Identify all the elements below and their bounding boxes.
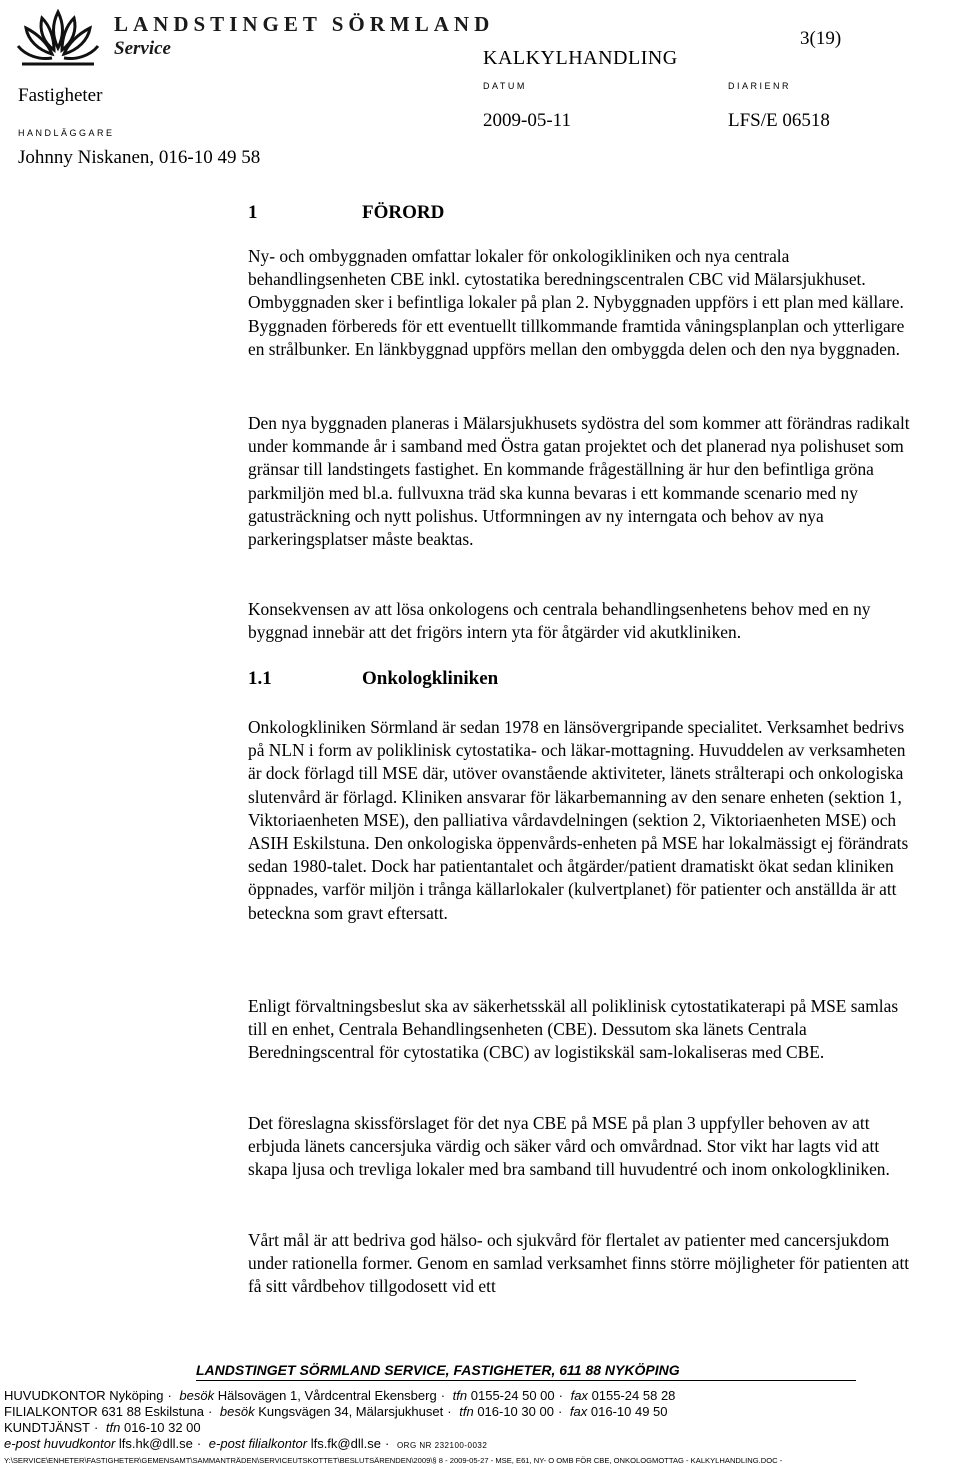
brand-name: LANDSTINGET SÖRMLAND xyxy=(114,12,495,36)
service-phone: 016-10 32 00 xyxy=(124,1420,201,1435)
handlaggare-label: HANDLÄGGARE xyxy=(18,128,115,138)
branch-visit-label: besök xyxy=(219,1404,255,1419)
branch-phone-label: tfn xyxy=(459,1404,474,1419)
branch-label: FILIALKONTOR xyxy=(4,1404,98,1419)
org-number: ORG NR 232100-0032 xyxy=(396,1441,488,1450)
hq-visit-address: Hälsovägen 1, Vårdcentral Ekensberg xyxy=(217,1388,437,1403)
section-1-1-title: Onkologkliniken xyxy=(362,668,499,689)
hq-fax: 0155-24 58 28 xyxy=(591,1388,676,1403)
paragraph-text: Enligt förvaltningsbeslut ska av säkerhetsskäl all poliklinisk cytostatikaterapi på MSE samlas till en enhet, Centrala Behandlingsenheten (CBE). Dessutom ska länets Centrala Beredningscentral för cytostatika (CBC) av logistikskäl sam-lokaliseras med CBE. xyxy=(248,996,899,1063)
section-1-1-paragraph-1 xyxy=(248,716,913,925)
branch-fax-label: fax xyxy=(569,1404,588,1419)
footer-branch-line: FILIALKONTOR 631 88 Eskilstuna · besök Kungsvägen 34, Mälarsjukhuset · tfn 016-10 30 00 · fax 016-10 49 50 xyxy=(4,1404,668,1419)
document-date: 2009-05-11 xyxy=(483,110,571,131)
section-1-title: FÖRORD xyxy=(362,202,445,223)
footer-title: LANDSTINGET SÖRMLAND SERVICE, FASTIGHETER, 611 88 NYKÖPING xyxy=(196,1362,680,1378)
section-1-paragraph-2 xyxy=(248,412,913,551)
paragraph-text: Konsekvensen av att lösa onkologens och centrala behandlingsenhetens behov med en ny byggnad innebär att det frigörs intern yta för åtgärder vid akutkliniken. xyxy=(248,599,871,643)
paragraph-text: Onkologkliniken Sörmland är sedan 1978 en länsövergripande specialitet. Verksamhet bedrivs på NLN i form av poliklinisk cytostatika- och läkar-mottagning. Huvuddelen av verksamheten är dock förlagd till MSE där, utöver ovanstående aktiviteter, länets strålterapi och onkologiska slutenvård är förlagd. Kliniken ansvarar för läkarbemanning av den senare enheten (sektion 1, Viktoriaenheten MSE), den palliativa vårdavdelningen (sektion 2, Viktoriaenheten MSE) och ASIH Eskilstuna. Den onkologiska öppenvårds-enheten på MSE har lokalmässigt ej förändrats sedan 1980-talet. Dock har patientantalet och åtgärder/patient dramatiskt ökat sedan kliniken öppnades, varför miljön i trånga källarlokaler (kulvertplanet) för patienter och anställda är att beteckna som gravt eftersatt. xyxy=(248,717,909,923)
footer-hq-line: HUVUDKONTOR Nyköping · besök Hälsovägen 1, Vårdcentral Ekensberg · tfn 0155-24 50 00 · fax 0155-24 58 28 xyxy=(4,1388,676,1403)
service-phone-label: tfn xyxy=(105,1420,121,1435)
email-hq-label: e-post huvudkontor xyxy=(4,1436,116,1451)
document-type: KALKYLHANDLING xyxy=(483,47,678,69)
branch-fax: 016-10 49 50 xyxy=(590,1404,668,1419)
brand-subtitle: Service xyxy=(114,38,171,59)
footer-service-line: KUNDTJÄNST · tfn 016-10 32 00 xyxy=(4,1420,201,1435)
hq-visit-label: besök xyxy=(179,1388,215,1403)
hq-phone-label: tfn xyxy=(452,1388,468,1403)
section-1-number: 1 xyxy=(248,202,258,223)
paragraph-text: Det föreslagna skissförslaget för det nya CBE på MSE på plan 3 uppfyller behoven av att erbjuda länets cancersjuka värdig och säker vård och omvårdnad. Stor vikt har lagts vid att skapa ljusa och trevliga lokaler med bra samband till huvudentré och inom onkologkliniken. xyxy=(248,1113,890,1180)
hq-city: Nyköping xyxy=(109,1388,164,1403)
section-1-1-paragraph-3 xyxy=(248,1112,913,1182)
footer-email-line: e-post huvudkontor lfs.hk@dll.se · e-post filialkontor lfs.fk@dll.se · ORG NR 232100-0032 xyxy=(4,1436,488,1451)
section-1-paragraph-1 xyxy=(248,245,913,361)
hq-label: HUVUDKONTOR xyxy=(4,1388,106,1403)
section-1-1-paragraph-2 xyxy=(248,995,913,1065)
section-1-1-number: 1.1 xyxy=(248,668,272,689)
date-label: DATUM xyxy=(483,81,527,91)
paragraph-text: Vårt mål är att bedriva god hälso- och sjukvård för flertalet av patienter med cancersjukdom under rationella former. Genom en samlad verksamhet finns större möjligheter för patienten att få sitt vårdbehov tillgodosett vid ett xyxy=(248,1230,910,1297)
section-1-paragraph-3 xyxy=(248,598,913,644)
email-hq-link[interactable]: lfs.hk@dll.se xyxy=(118,1436,193,1451)
service-label: KUNDTJÄNST xyxy=(4,1420,90,1435)
landstinget-logo-icon xyxy=(12,6,104,70)
section-1-1-paragraph-4 xyxy=(248,1229,913,1299)
paragraph-text: Ny- och ombyggnaden omfattar lokaler för onkologikliniken och nya centrala behandlingsenheten CBE inkl. cytostatika beredningscentralen CBC vid Mälarsjukhuset. Ombyggnaden sker i befintliga lokaler på plan 2. Nybyggnaden uppförs i ett plan med källare. Byggnaden förbereds för ett eventuellt tillkommande framtida våningsplanplan och ytterligare en strålbunker. En länkbyggnad uppförs mellan den ombyggda delen och den nya byggnaden. xyxy=(248,246,905,359)
hq-fax-label: fax xyxy=(570,1388,588,1403)
branch-city: 631 88 Eskilstuna xyxy=(101,1404,204,1419)
branch-visit-address: Kungsvägen 34, Mälarsjukhuset xyxy=(258,1404,444,1419)
email-branch-label: e-post filialkontor xyxy=(208,1436,308,1451)
footer-divider xyxy=(196,1380,856,1381)
file-path: Y:\SERVICE\ENHETER\FASTIGHETER\GEMENSAMT\SAMMANTRÄDEN\SERVICEUTSKOTTET\BESLUTSÄRENDEN\2009\§ 8 - 2009-05-27 - MSE, E61, NY- O OMB FÖR CBE, ONKOLOGMOTTAG - KALKYLHANDLING.DOC - xyxy=(4,1456,783,1465)
paragraph-text: Den nya byggnaden planeras i Mälarsjukhusets sydöstra del som kommer att förändras radikalt under kommande år i samband med Östra gatan projektet och det planerad nya polishuset som gränsar till landstingets fastighet. En kommande frågeställning är hur den befintliga gröna parkmiljön med bl.a. fullvuxna träd ska kunna bevaras i ett kommande scenario med ny gatusträckning och nytt polishus. Utformningen av ny interngata och behov av nya parkeringsplatser måste beaktas. xyxy=(248,413,910,550)
department: Fastigheter xyxy=(18,85,103,106)
page-number: 3(19) xyxy=(800,28,842,49)
handlaggare-contact: Johnny Niskanen, 016-10 49 58 xyxy=(18,147,261,168)
hq-phone: 0155-24 50 00 xyxy=(470,1388,555,1403)
branch-phone: 016-10 30 00 xyxy=(477,1404,554,1419)
document-diarienr: LFS/E 06518 xyxy=(728,110,830,131)
email-branch-link[interactable]: lfs.fk@dll.se xyxy=(310,1436,381,1451)
diarienr-label: DIARIENR xyxy=(728,81,792,91)
